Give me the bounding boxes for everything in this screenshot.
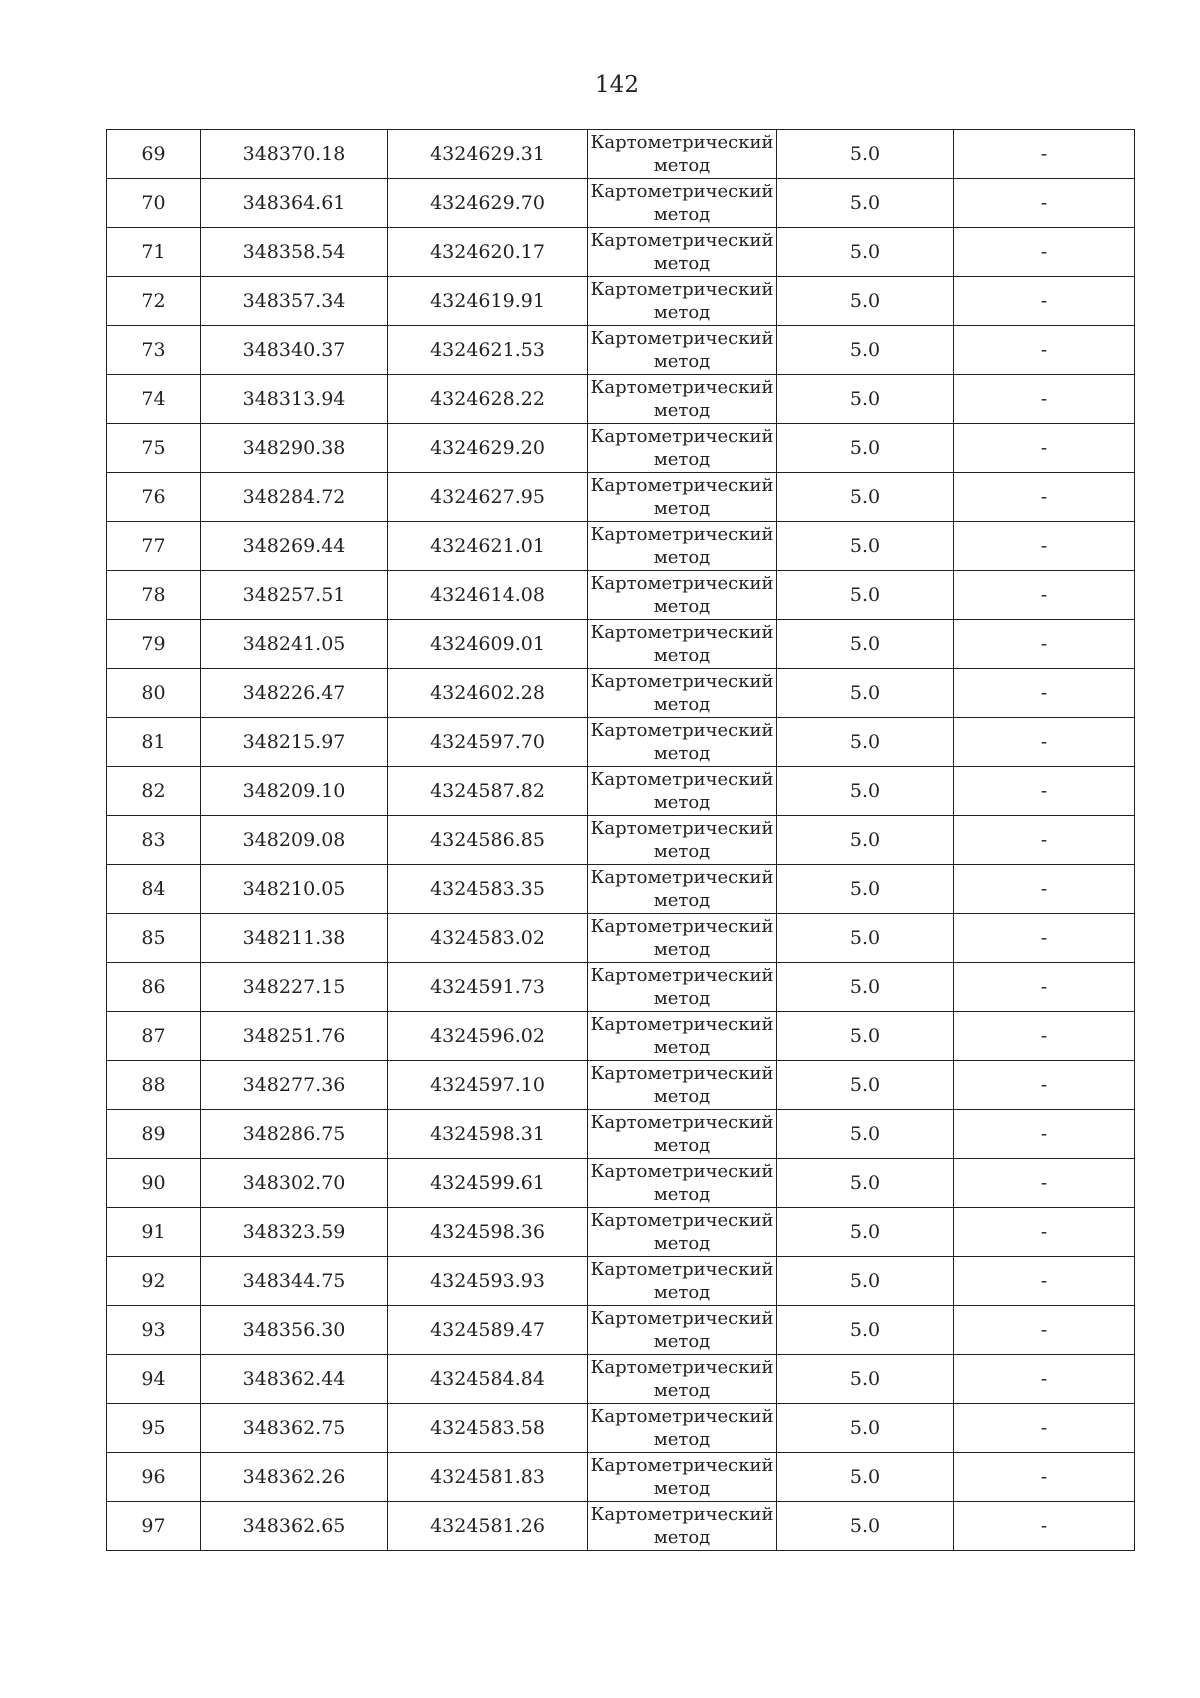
- method-line-1: Картометрический: [590, 279, 774, 300]
- note-cell: -: [954, 914, 1135, 963]
- method-cell: [588, 669, 777, 718]
- table-row: [107, 718, 1135, 767]
- accuracy-cell: 5.0: [777, 1110, 954, 1159]
- method-line-1: Картометрический: [590, 573, 774, 594]
- accuracy-cell: 5.0: [777, 914, 954, 963]
- note-cell: -: [954, 1453, 1135, 1502]
- method-line-2: метод: [653, 1037, 711, 1058]
- method-line-2: метод: [653, 1331, 711, 1352]
- x-coordinate-cell: 348251.76: [201, 1012, 388, 1061]
- method-cell: [588, 1012, 777, 1061]
- method-line-1: Картометрический: [590, 181, 774, 202]
- point-number-cell: 96: [107, 1453, 201, 1502]
- method-line-1: Картометрический: [590, 720, 774, 741]
- y-coordinate-cell: 4324581.26: [388, 1502, 588, 1551]
- table-row: [107, 767, 1135, 816]
- point-number-cell: 92: [107, 1257, 201, 1306]
- method-line-1: Картометрический: [590, 1014, 774, 1035]
- x-coordinate-cell: 348257.51: [201, 571, 388, 620]
- method-line-1: Картометрический: [590, 1357, 774, 1378]
- y-coordinate-cell: 4324614.08: [388, 571, 588, 620]
- point-number-cell: 88: [107, 1061, 201, 1110]
- method-cell: [588, 816, 777, 865]
- accuracy-cell: 5.0: [777, 326, 954, 375]
- method-cell: [588, 620, 777, 669]
- accuracy-cell: 5.0: [777, 1012, 954, 1061]
- x-coordinate-cell: 348210.05: [201, 865, 388, 914]
- accuracy-cell: 5.0: [777, 571, 954, 620]
- note-cell: -: [954, 1355, 1135, 1404]
- table-row: [107, 620, 1135, 669]
- y-coordinate-cell: 4324621.53: [388, 326, 588, 375]
- table-row: [107, 522, 1135, 571]
- method-line-1: Картометрический: [590, 622, 774, 643]
- y-coordinate-cell: 4324583.58: [388, 1404, 588, 1453]
- accuracy-cell: 5.0: [777, 1159, 954, 1208]
- method-line-1: Картометрический: [590, 328, 774, 349]
- point-number-cell: 76: [107, 473, 201, 522]
- point-number-cell: 91: [107, 1208, 201, 1257]
- y-coordinate-cell: 4324598.36: [388, 1208, 588, 1257]
- note-cell: -: [954, 620, 1135, 669]
- x-coordinate-cell: 348313.94: [201, 375, 388, 424]
- method-line-2: метод: [653, 939, 711, 960]
- table-row: [107, 473, 1135, 522]
- table-body: [107, 130, 1135, 1551]
- accuracy-cell: 5.0: [777, 1355, 954, 1404]
- note-cell: -: [954, 1502, 1135, 1551]
- accuracy-cell: 5.0: [777, 473, 954, 522]
- point-number-cell: 94: [107, 1355, 201, 1404]
- x-coordinate-cell: 348284.72: [201, 473, 388, 522]
- method-line-2: метод: [653, 792, 711, 813]
- accuracy-cell: 5.0: [777, 1257, 954, 1306]
- x-coordinate-cell: 348340.37: [201, 326, 388, 375]
- method-line-1: Картометрический: [590, 1308, 774, 1329]
- method-line-1: Картометрический: [590, 377, 774, 398]
- accuracy-cell: 5.0: [777, 522, 954, 571]
- point-number-cell: 83: [107, 816, 201, 865]
- method-line-2: метод: [653, 155, 711, 176]
- y-coordinate-cell: 4324629.31: [388, 130, 588, 179]
- method-cell: [588, 522, 777, 571]
- x-coordinate-cell: 348358.54: [201, 228, 388, 277]
- y-coordinate-cell: 4324583.35: [388, 865, 588, 914]
- method-line-1: Картометрический: [590, 1259, 774, 1280]
- method-line-2: метод: [653, 743, 711, 764]
- accuracy-cell: 5.0: [777, 816, 954, 865]
- method-line-2: метод: [653, 1527, 711, 1548]
- method-line-1: Картометрический: [590, 769, 774, 790]
- accuracy-cell: 5.0: [777, 620, 954, 669]
- note-cell: -: [954, 179, 1135, 228]
- point-number-cell: 74: [107, 375, 201, 424]
- table-row: [107, 1159, 1135, 1208]
- method-line-2: метод: [653, 400, 711, 421]
- note-cell: -: [954, 1061, 1135, 1110]
- table-row: [107, 228, 1135, 277]
- table-row: [107, 179, 1135, 228]
- note-cell: -: [954, 130, 1135, 179]
- coordinates-table: [106, 129, 1135, 1551]
- note-cell: -: [954, 963, 1135, 1012]
- note-cell: -: [954, 473, 1135, 522]
- method-cell: [588, 1355, 777, 1404]
- note-cell: -: [954, 277, 1135, 326]
- table-row: [107, 375, 1135, 424]
- method-cell: [588, 277, 777, 326]
- y-coordinate-cell: 4324593.93: [388, 1257, 588, 1306]
- point-number-cell: 72: [107, 277, 201, 326]
- x-coordinate-cell: 348286.75: [201, 1110, 388, 1159]
- point-number-cell: 86: [107, 963, 201, 1012]
- method-line-2: метод: [653, 890, 711, 911]
- method-line-2: метод: [653, 1282, 711, 1303]
- point-number-cell: 80: [107, 669, 201, 718]
- method-cell: [588, 865, 777, 914]
- table-row: [107, 130, 1135, 179]
- method-line-1: Картометрический: [590, 1455, 774, 1476]
- note-cell: -: [954, 718, 1135, 767]
- y-coordinate-cell: 4324596.02: [388, 1012, 588, 1061]
- method-line-1: Картометрический: [590, 916, 774, 937]
- x-coordinate-cell: 348209.08: [201, 816, 388, 865]
- method-line-1: Картометрический: [590, 524, 774, 545]
- x-coordinate-cell: 348362.44: [201, 1355, 388, 1404]
- x-coordinate-cell: 348209.10: [201, 767, 388, 816]
- method-line-2: метод: [653, 988, 711, 1009]
- x-coordinate-cell: 348344.75: [201, 1257, 388, 1306]
- method-cell: [588, 767, 777, 816]
- method-line-2: метод: [653, 1380, 711, 1401]
- note-cell: -: [954, 1306, 1135, 1355]
- note-cell: -: [954, 375, 1135, 424]
- method-line-1: Картометрический: [590, 965, 774, 986]
- point-number-cell: 70: [107, 179, 201, 228]
- accuracy-cell: 5.0: [777, 424, 954, 473]
- note-cell: -: [954, 669, 1135, 718]
- method-cell: [588, 718, 777, 767]
- table-row: [107, 1306, 1135, 1355]
- method-line-2: метод: [653, 645, 711, 666]
- method-cell: [588, 1502, 777, 1551]
- accuracy-cell: 5.0: [777, 375, 954, 424]
- method-cell: [588, 914, 777, 963]
- note-cell: -: [954, 1404, 1135, 1453]
- accuracy-cell: 5.0: [777, 1404, 954, 1453]
- point-number-cell: 71: [107, 228, 201, 277]
- accuracy-cell: 5.0: [777, 865, 954, 914]
- method-cell: [588, 1306, 777, 1355]
- accuracy-cell: 5.0: [777, 767, 954, 816]
- note-cell: -: [954, 767, 1135, 816]
- method-line-2: метод: [653, 1184, 711, 1205]
- point-number-cell: 81: [107, 718, 201, 767]
- table-row: [107, 1355, 1135, 1404]
- x-coordinate-cell: 348241.05: [201, 620, 388, 669]
- accuracy-cell: 5.0: [777, 179, 954, 228]
- accuracy-cell: 5.0: [777, 1061, 954, 1110]
- note-cell: -: [954, 326, 1135, 375]
- y-coordinate-cell: 4324586.85: [388, 816, 588, 865]
- table-row: [107, 1110, 1135, 1159]
- y-coordinate-cell: 4324620.17: [388, 228, 588, 277]
- accuracy-cell: 5.0: [777, 228, 954, 277]
- method-line-2: метод: [653, 694, 711, 715]
- accuracy-cell: 5.0: [777, 1502, 954, 1551]
- y-coordinate-cell: 4324629.20: [388, 424, 588, 473]
- method-line-2: метод: [653, 351, 711, 372]
- method-line-1: Картометрический: [590, 1161, 774, 1182]
- method-line-1: Картометрический: [590, 818, 774, 839]
- point-number-cell: 78: [107, 571, 201, 620]
- x-coordinate-cell: 348269.44: [201, 522, 388, 571]
- point-number-cell: 97: [107, 1502, 201, 1551]
- x-coordinate-cell: 348226.47: [201, 669, 388, 718]
- y-coordinate-cell: 4324619.91: [388, 277, 588, 326]
- method-line-1: Картометрический: [590, 132, 774, 153]
- accuracy-cell: 5.0: [777, 669, 954, 718]
- y-coordinate-cell: 4324584.84: [388, 1355, 588, 1404]
- method-line-2: метод: [653, 547, 711, 568]
- page-number: 142: [595, 72, 639, 98]
- method-line-2: метод: [653, 1086, 711, 1107]
- table-row: [107, 1208, 1135, 1257]
- method-cell: [588, 326, 777, 375]
- y-coordinate-cell: 4324589.47: [388, 1306, 588, 1355]
- point-number-cell: 85: [107, 914, 201, 963]
- method-line-1: Картометрический: [590, 1504, 774, 1525]
- y-coordinate-cell: 4324621.01: [388, 522, 588, 571]
- table-row: [107, 963, 1135, 1012]
- method-line-1: Картометрический: [590, 426, 774, 447]
- y-coordinate-cell: 4324628.22: [388, 375, 588, 424]
- y-coordinate-cell: 4324587.82: [388, 767, 588, 816]
- note-cell: -: [954, 1159, 1135, 1208]
- point-number-cell: 93: [107, 1306, 201, 1355]
- x-coordinate-cell: 348370.18: [201, 130, 388, 179]
- table-row: [107, 1257, 1135, 1306]
- method-cell: [588, 375, 777, 424]
- method-line-2: метод: [653, 1135, 711, 1156]
- method-cell: [588, 963, 777, 1012]
- accuracy-cell: 5.0: [777, 277, 954, 326]
- y-coordinate-cell: 4324599.61: [388, 1159, 588, 1208]
- accuracy-cell: 5.0: [777, 1306, 954, 1355]
- x-coordinate-cell: 348302.70: [201, 1159, 388, 1208]
- method-line-2: метод: [653, 204, 711, 225]
- method-line-1: Картометрический: [590, 475, 774, 496]
- note-cell: -: [954, 1110, 1135, 1159]
- note-cell: -: [954, 228, 1135, 277]
- point-number-cell: 82: [107, 767, 201, 816]
- method-line-1: Картометрический: [590, 230, 774, 251]
- accuracy-cell: 5.0: [777, 1208, 954, 1257]
- y-coordinate-cell: 4324591.73: [388, 963, 588, 1012]
- x-coordinate-cell: 348362.75: [201, 1404, 388, 1453]
- table-row: [107, 1404, 1135, 1453]
- accuracy-cell: 5.0: [777, 963, 954, 1012]
- point-number-cell: 79: [107, 620, 201, 669]
- method-line-1: Картометрический: [590, 867, 774, 888]
- x-coordinate-cell: 348362.65: [201, 1502, 388, 1551]
- point-number-cell: 87: [107, 1012, 201, 1061]
- note-cell: -: [954, 571, 1135, 620]
- method-line-2: метод: [653, 1233, 711, 1254]
- table-row: [107, 571, 1135, 620]
- method-cell: [588, 1453, 777, 1502]
- y-coordinate-cell: 4324627.95: [388, 473, 588, 522]
- y-coordinate-cell: 4324583.02: [388, 914, 588, 963]
- note-cell: -: [954, 522, 1135, 571]
- note-cell: -: [954, 816, 1135, 865]
- method-cell: [588, 1159, 777, 1208]
- method-cell: [588, 1404, 777, 1453]
- point-number-cell: 73: [107, 326, 201, 375]
- point-number-cell: 84: [107, 865, 201, 914]
- x-coordinate-cell: 348356.30: [201, 1306, 388, 1355]
- method-line-1: Картометрический: [590, 1112, 774, 1133]
- method-cell: [588, 1208, 777, 1257]
- method-cell: [588, 424, 777, 473]
- method-line-2: метод: [653, 1478, 711, 1499]
- x-coordinate-cell: 348323.59: [201, 1208, 388, 1257]
- method-line-2: метод: [653, 498, 711, 519]
- table-row: [107, 669, 1135, 718]
- x-coordinate-cell: 348277.36: [201, 1061, 388, 1110]
- table-row: [107, 816, 1135, 865]
- x-coordinate-cell: 348215.97: [201, 718, 388, 767]
- accuracy-cell: 5.0: [777, 718, 954, 767]
- method-line-2: метод: [653, 596, 711, 617]
- method-cell: [588, 228, 777, 277]
- method-line-1: Картометрический: [590, 1210, 774, 1231]
- method-line-2: метод: [653, 253, 711, 274]
- y-coordinate-cell: 4324609.01: [388, 620, 588, 669]
- x-coordinate-cell: 348364.61: [201, 179, 388, 228]
- table-row: [107, 1061, 1135, 1110]
- x-coordinate-cell: 348357.34: [201, 277, 388, 326]
- x-coordinate-cell: 348362.26: [201, 1453, 388, 1502]
- table-row: [107, 1453, 1135, 1502]
- y-coordinate-cell: 4324602.28: [388, 669, 588, 718]
- x-coordinate-cell: 348290.38: [201, 424, 388, 473]
- table-row: [107, 326, 1135, 375]
- accuracy-cell: 5.0: [777, 130, 954, 179]
- table-row: [107, 424, 1135, 473]
- method-line-1: Картометрический: [590, 671, 774, 692]
- note-cell: -: [954, 1257, 1135, 1306]
- method-cell: [588, 179, 777, 228]
- method-line-1: Картометрический: [590, 1063, 774, 1084]
- note-cell: -: [954, 1012, 1135, 1061]
- method-line-2: метод: [653, 449, 711, 470]
- point-number-cell: 75: [107, 424, 201, 473]
- method-line-1: Картометрический: [590, 1406, 774, 1427]
- note-cell: -: [954, 1208, 1135, 1257]
- method-cell: [588, 473, 777, 522]
- y-coordinate-cell: 4324598.31: [388, 1110, 588, 1159]
- point-number-cell: 90: [107, 1159, 201, 1208]
- method-line-2: метод: [653, 302, 711, 323]
- table-row: [107, 1012, 1135, 1061]
- point-number-cell: 77: [107, 522, 201, 571]
- method-line-2: метод: [653, 841, 711, 862]
- y-coordinate-cell: 4324629.70: [388, 179, 588, 228]
- method-cell: [588, 1257, 777, 1306]
- method-cell: [588, 1061, 777, 1110]
- method-line-2: метод: [653, 1429, 711, 1450]
- y-coordinate-cell: 4324581.83: [388, 1453, 588, 1502]
- y-coordinate-cell: 4324597.10: [388, 1061, 588, 1110]
- x-coordinate-cell: 348227.15: [201, 963, 388, 1012]
- point-number-cell: 95: [107, 1404, 201, 1453]
- table-row: [107, 1502, 1135, 1551]
- point-number-cell: 69: [107, 130, 201, 179]
- accuracy-cell: 5.0: [777, 1453, 954, 1502]
- note-cell: -: [954, 424, 1135, 473]
- method-cell: [588, 571, 777, 620]
- point-number-cell: 89: [107, 1110, 201, 1159]
- method-cell: [588, 1110, 777, 1159]
- method-cell: [588, 130, 777, 179]
- note-cell: -: [954, 865, 1135, 914]
- table-row: [107, 914, 1135, 963]
- table-row: [107, 865, 1135, 914]
- x-coordinate-cell: 348211.38: [201, 914, 388, 963]
- y-coordinate-cell: 4324597.70: [388, 718, 588, 767]
- table-row: [107, 277, 1135, 326]
